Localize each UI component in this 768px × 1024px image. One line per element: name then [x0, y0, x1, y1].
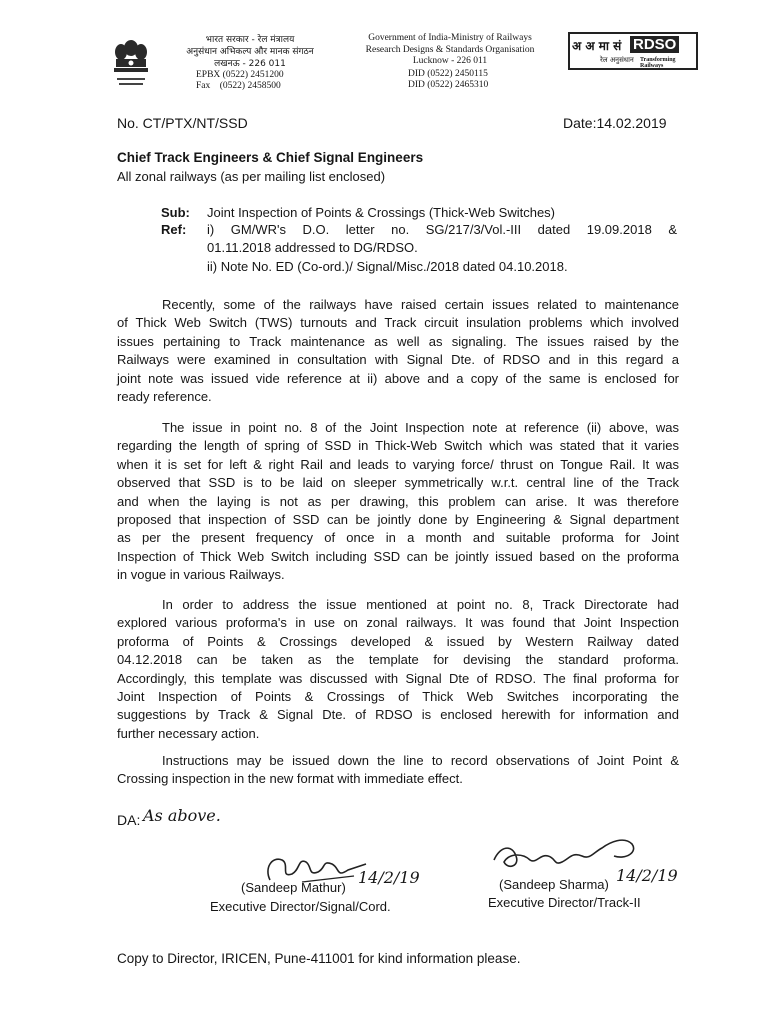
logo-brand: RDSO [630, 36, 679, 53]
rdso-logo [568, 32, 698, 70]
paragraph-line: as per the present frequency of once in a month and suitable proforma for Joint [117, 530, 679, 546]
paragraph-line: proforma of Points & Crossings developed & issued by Western Railway dated [117, 633, 679, 649]
hindi-header [160, 34, 340, 70]
paragraph-4 [117, 752, 679, 789]
ref-line-3: ii) Note No. ED (Co-ord.)/ Signal/Misc./2018 dated 04.10.2018. [207, 259, 568, 274]
paragraph-line: Inspection of Thick Web Switch including SSD can be jointly issued based on the proforma [117, 548, 679, 564]
enclosure-value: As above. [143, 806, 221, 825]
reference-number: No. CT/PTX/NT/SSD [117, 115, 248, 131]
paragraph-line: ready reference. [117, 389, 212, 405]
paragraph-line: regarding the length of spring of SSD in Thick-Web Switch which was stated that it varies [117, 438, 679, 454]
paragraph-line: when it is set for left & right Rail and leads to varying force/ thrust on Tongue Rail. It was [117, 456, 679, 472]
subject-text: Joint Inspection of Points & Crossings (Thick-Web Switches) [207, 205, 556, 220]
paragraph-line: of Thick Web Switch (TWS) turnouts and Track circuit insulation problems which involved [117, 315, 679, 331]
fax-number: Fax (0522) 2458500 [196, 81, 281, 91]
paragraph-3 [117, 596, 679, 743]
signature-date-2: 14/2/19 [616, 866, 678, 885]
signature-date-1: 14/2/19 [358, 868, 420, 887]
signatory-name-1: (Sandeep Mathur) [241, 880, 346, 895]
paragraph-line: Crossing inspection in the new format with immediate effect. [117, 771, 463, 787]
paragraph-line: Joint Inspection of Points & Crossings of Thick Web Switches incorporating the [117, 689, 679, 705]
paragraph-line: The issue in point no. 8 of the Joint Inspection note at reference (ii) above, was [162, 420, 679, 435]
enclosure-label: DA: [117, 812, 141, 828]
letter-date [563, 115, 667, 131]
hindi-line: लखनऊ - 226 011 [214, 59, 286, 69]
date-value: 14.02.2019 [596, 115, 667, 131]
paragraph-line: 04.12.2018 can be taken as the template for devising the standard proforma. [117, 652, 679, 668]
did-number-2: DID (0522) 2465310 [408, 80, 489, 90]
paragraph-1 [117, 296, 679, 406]
epbx-number: EPBX (0522) 2451200 [196, 70, 284, 80]
paragraph-line: Accordingly, this template was discussed with Signal Dte of RDSO. The final proforma for [117, 670, 679, 686]
paragraph-line: In order to address the issue mentioned at point no. 8, Track Directorate had [162, 597, 679, 612]
logo-hindi: अ अ मा सं [572, 39, 622, 53]
hindi-line: अनुसंधान अभिकल्प और मानक संगठन [186, 47, 314, 57]
subject-label: Sub: [161, 205, 190, 220]
paragraph-line: and when the laying is not as per drawing, this problem can arise. It was therefore [117, 493, 679, 509]
paragraph-line: Recently, some of the railways have raised certain issues related to maintenance [162, 297, 679, 312]
logo-tagline: Transforming Railways [640, 57, 676, 69]
logo-tagline-hindi: रेल अनुसंधान [600, 56, 634, 64]
ref-label: Ref: [161, 222, 187, 237]
paragraph-line: Instructions may be issued down the line to record observations of Joint Point & [162, 753, 679, 768]
ministry-line: Government of India-Ministry of Railways [368, 33, 532, 43]
ref-line-1: i) GM/WR's D.O. letter no. SG/217/3/Vol.-III dated 19.09.2018 & [207, 222, 677, 237]
signatory-title-1: Executive Director/Signal/Cord. [210, 899, 391, 914]
did-number-1: DID (0522) 2450115 [408, 69, 488, 79]
paragraph-line: Railways were examined in consultation with Signal Dte. of RDSO and in this regard a [117, 352, 679, 368]
addressee-sub: All zonal railways (as per mailing list enclosed) [117, 169, 386, 184]
paragraph-line: observed that SSD is to be laid on sleeper symmetrically w.r.t. central line of the Track [117, 475, 679, 491]
signatory-title-2: Executive Director/Track-II [488, 895, 641, 910]
hindi-line: भारत सरकार - रेल मंत्रालय [205, 35, 295, 45]
paragraph-2 [117, 419, 679, 585]
organisation-line: Research Designs & Standards Organisation [365, 44, 535, 55]
paragraph-line: further necessary action. [117, 725, 260, 741]
paragraph-line: issues pertaining to Track maintenance as well as signaling. The issues raised by the [117, 333, 679, 349]
paragraph-line: suggestions by Track & Signal Dte. of RDSO is enclosed herewith for information and [117, 707, 679, 723]
contact-left [196, 70, 336, 92]
contact-right [408, 69, 518, 91]
city-line: Lucknow - 226 011 [412, 56, 488, 66]
english-header [345, 33, 555, 68]
signatory-name-2: (Sandeep Sharma) [499, 877, 609, 892]
paragraph-line: in vogue in various Railways. [117, 567, 285, 583]
paragraph-line: proposed that inspection of SSD can be jointly done by Engineering & Signal department [117, 512, 679, 528]
ref-line-2: 01.11.2018 addressed to DG/RDSO. [207, 240, 418, 255]
emblem-icon [110, 34, 152, 90]
paragraph-line: joint note was issued vide reference at ii) above and a copy of the same is enclosed for [117, 370, 679, 386]
paragraph-line: explored various proforma's in use on zonal railways. It was found that Joint Inspection [117, 615, 679, 631]
date-label: Date: [563, 115, 597, 131]
copy-to: Copy to Director, IRICEN, Pune-411001 for kind information please. [117, 951, 521, 966]
addressee: Chief Track Engineers & Chief Signal Engineers [117, 150, 424, 165]
